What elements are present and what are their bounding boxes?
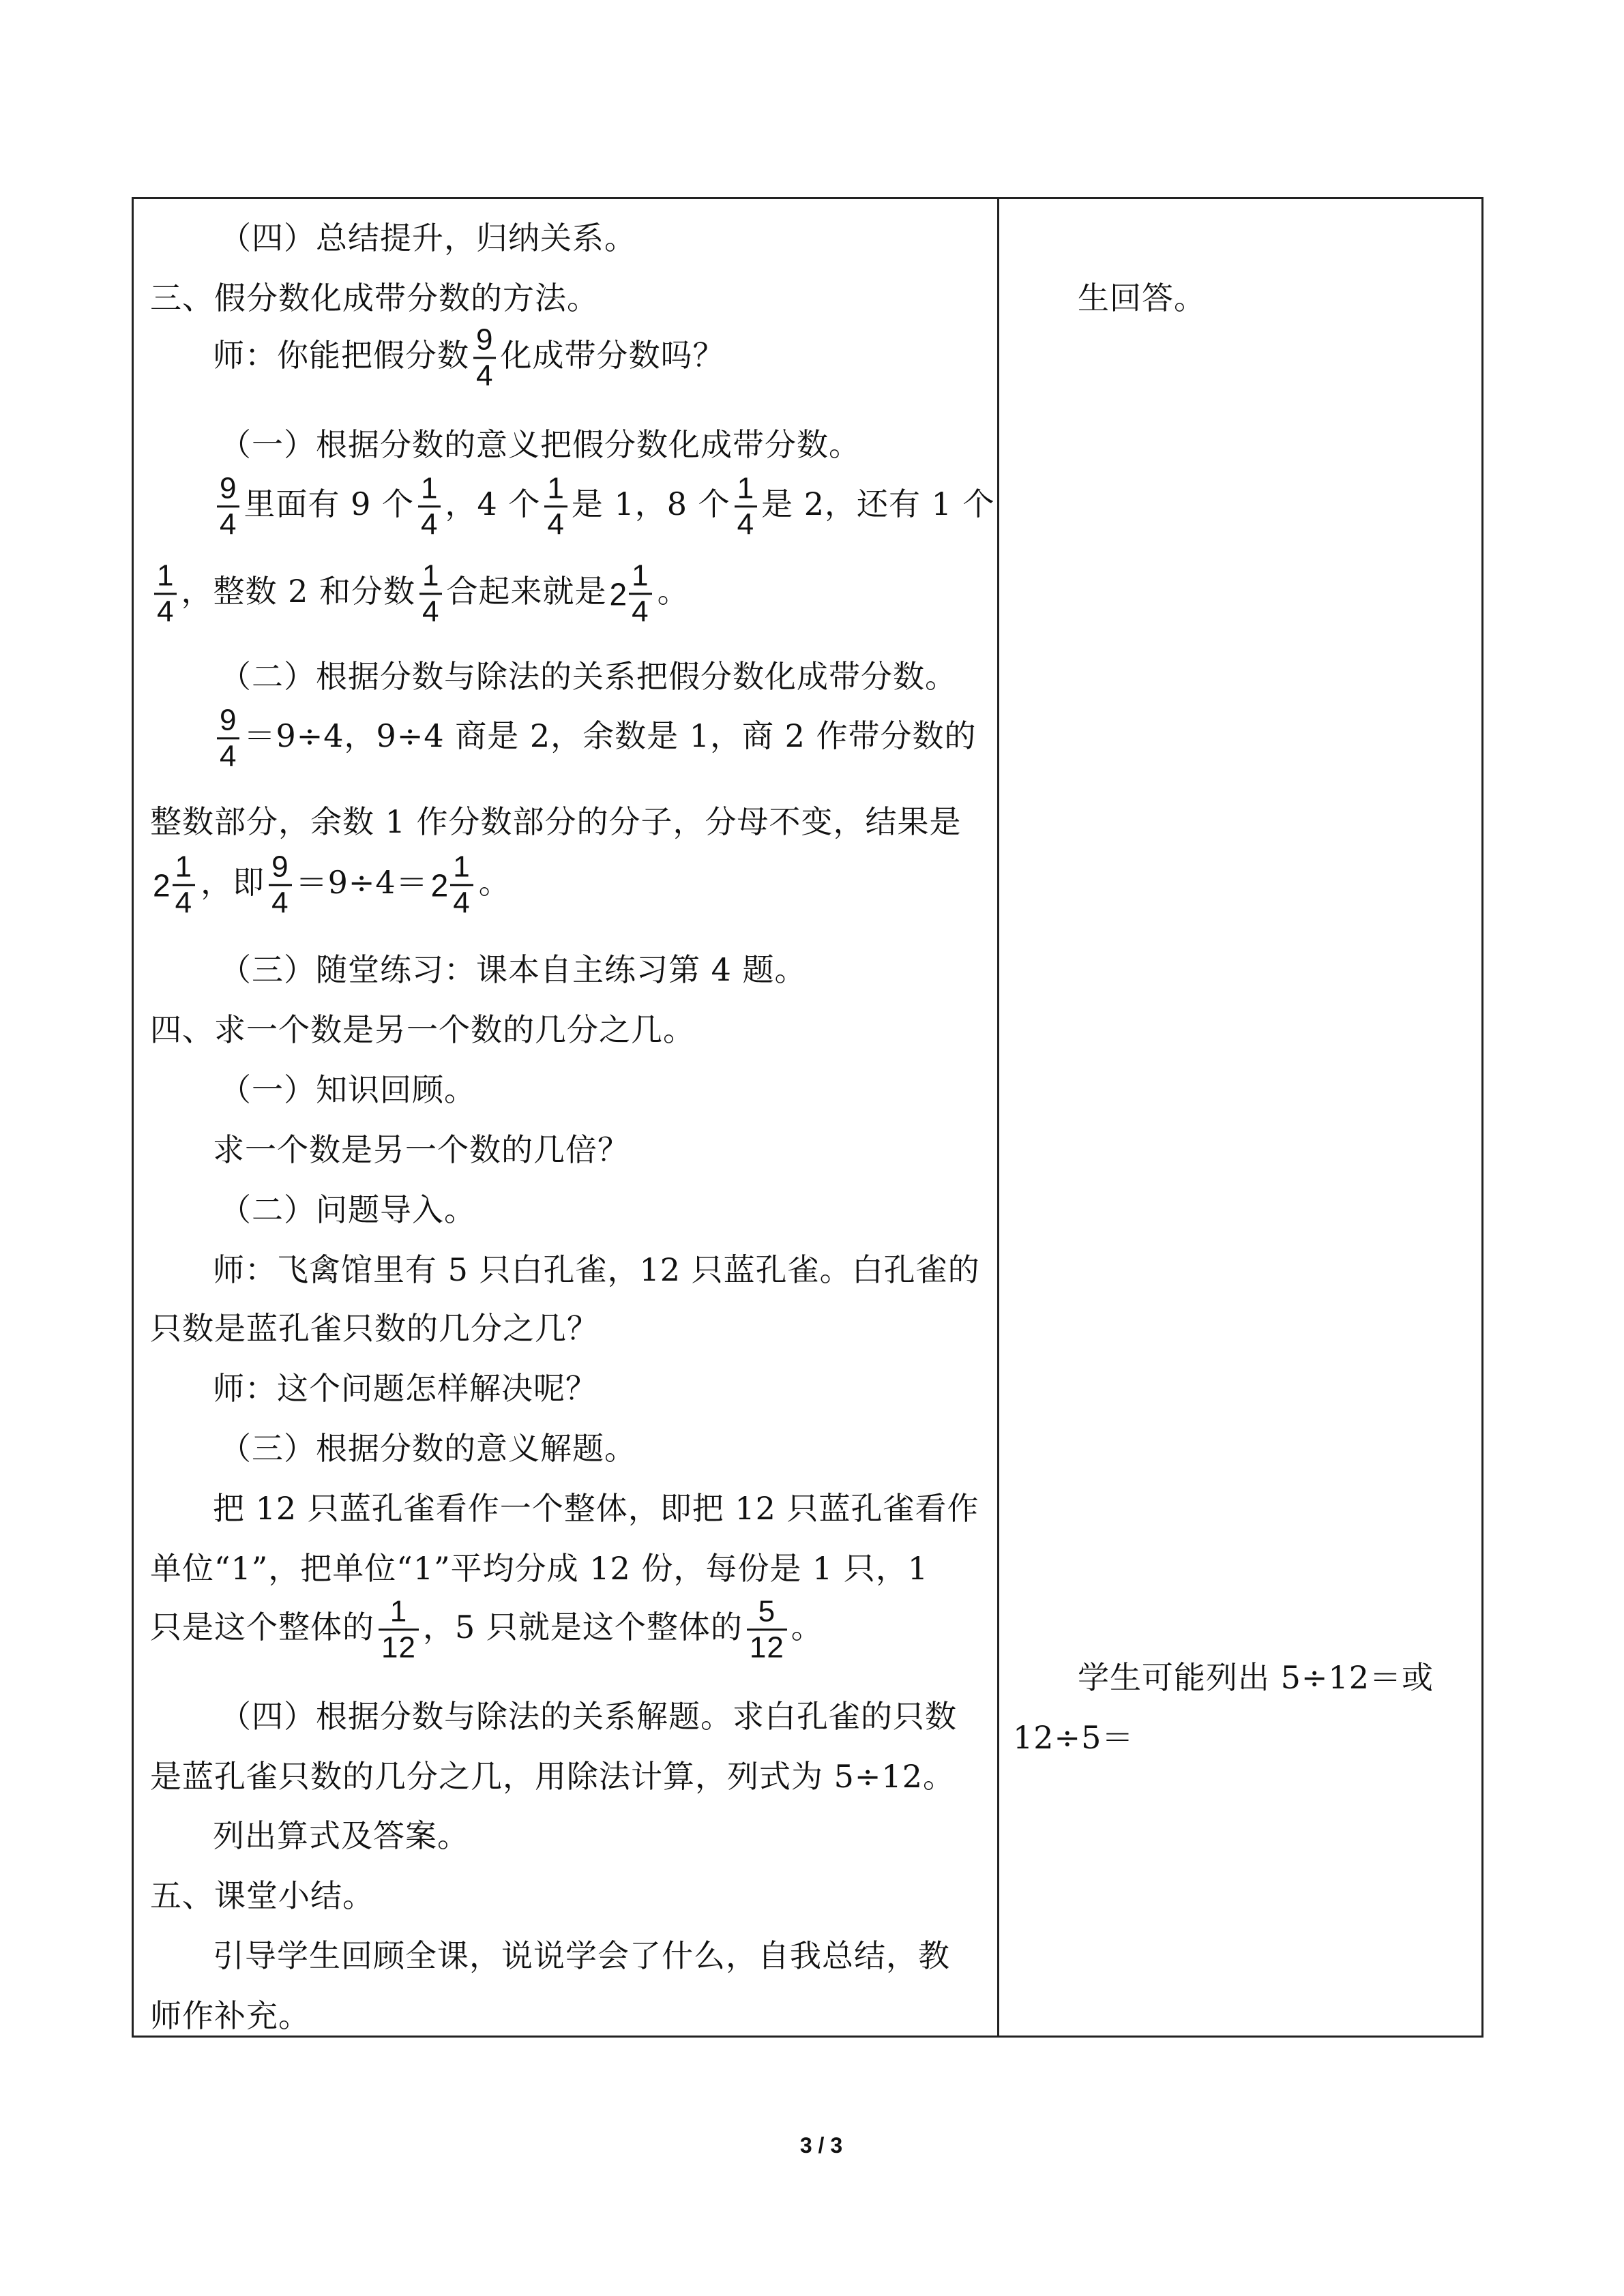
table-top-border [132, 197, 1483, 199]
text-line: $\frac{9}{4}$ ＝9÷4，9÷4 商是 2，余数是 1，商 2 作带分数的 [213, 704, 977, 772]
text-line: （三）随堂练习：课本自主练习第 4 题。 [220, 951, 807, 988]
fraction-9-4: $\frac{9}{4}$ [217, 704, 239, 772]
student-note: 学生可能列出 5÷12＝或 [1078, 1659, 1434, 1696]
text-line: 求一个数是另一个数的几倍？ [213, 1131, 630, 1168]
section-heading: 五、课堂小结。 [150, 1877, 374, 1914]
fraction-1-4: $\frac{1}{4}$ [154, 560, 177, 627]
text-line: 只是这个整体的 $\frac{1}{12}$ ，5 只就是这个整体的 $\frac{5}{12}$ 。 [150, 1594, 823, 1665]
page-number: 3 / 3 [799, 2133, 843, 2158]
text-line: 师作补充。 [150, 1997, 310, 2034]
fraction-1-4: $\frac{1}{4}$ [735, 473, 757, 540]
section-heading: 三、假分数化成带分数的方法。 [150, 280, 599, 316]
fraction-9-4: $\frac{9}{4}$ [217, 473, 239, 540]
fraction-1-4: $\frac{1}{4}$ [419, 560, 442, 627]
text-line: 师：飞禽馆里有 5 只白孔雀，12 只蓝孔雀。白孔雀的 [213, 1251, 980, 1288]
student-note: 12÷5＝ [1013, 1719, 1134, 1756]
mixed-number-2-1-4: 2 $\frac{1}{4}$ [153, 851, 198, 919]
text-line: 把 12 只蓝孔雀看作一个整体，即把 12 只蓝孔雀看作 [213, 1490, 979, 1527]
text-line: 师：你能把假分数 $\frac{9}{4}$ 化成带分数吗？ [213, 323, 725, 393]
text-line: $\frac{1}{4}$ ，整数 2 和分数 $\frac{1}{4}$ 合起来就是 2 $\frac{1}{4}$ 。 [150, 560, 690, 627]
text-line: （四）总结提升，归纳关系。 [220, 220, 636, 256]
table-left-border [132, 197, 134, 2038]
fraction-1-12: $\frac{1}{12}$ [379, 1596, 419, 1663]
text-line: （一）根据分数的意义把假分数化成带分数。 [220, 426, 861, 463]
mixed-number-2-1-4: 2 $\frac{1}{4}$ [609, 560, 654, 627]
fraction-1-4: $\frac{1}{4}$ [418, 473, 441, 540]
text-line: （二）根据分数与除法的关系把假分数化成带分数。 [220, 658, 957, 695]
text-line: 引导学生回顾全课，说说学会了什么，自我总结，教 [213, 1937, 950, 1974]
fraction-9-4: $\frac{9}{4}$ [269, 851, 291, 919]
text-line: 单位“1”，把单位“1”平均分成 12 份，每份是 1 只，1 [150, 1550, 929, 1587]
text-line: 师：这个问题怎样解决呢？ [213, 1370, 597, 1407]
text-line: $\frac{9}{4}$ 里面有 9 个 $\frac{1}{4}$ ，4 个 $\frac{1}{4}$ 是 1，8 个 $\frac{1}{4}$ 是 2，还有 1 个 [213, 473, 995, 540]
fraction-5-12: $\frac{5}{12}$ [747, 1596, 787, 1663]
fraction-1-4: $\frac{1}{4}$ [544, 473, 567, 540]
text-line: （二）问题导入。 [220, 1191, 476, 1228]
text-line: 只数是蓝孔雀只数的几分之几？ [150, 1310, 599, 1347]
text-line: 整数部分，余数 1 作分数部分的分子，分母不变，结果是 [150, 803, 962, 840]
section-heading: 四、求一个数是另一个数的几分之几。 [150, 1011, 695, 1048]
student-note: 生回答。 [1078, 280, 1206, 316]
text-line: （三）根据分数的意义解题。 [220, 1430, 636, 1467]
text-line: 是蓝孔雀只数的几分之几，用除法计算，列式为 5÷12。 [150, 1758, 955, 1795]
text-line: （一）知识回顾。 [220, 1071, 476, 1108]
text-line: 2 $\frac{1}{4}$ ，即 $\frac{9}{4}$ ＝9÷4＝ 2 $\frac{1}{4}$ 。 [153, 850, 511, 920]
text-line: 列出算式及答案。 [213, 1817, 469, 1854]
table-column-divider [997, 197, 999, 2038]
mixed-number-2-1-4: 2 $\frac{1}{4}$ [431, 851, 476, 919]
fraction-9-4: $\frac{9}{4}$ [473, 324, 496, 391]
table-right-border [1481, 197, 1483, 2038]
text-line: （四）根据分数与除法的关系解题。求白孔雀的只数 [220, 1698, 957, 1735]
table-bottom-border [132, 2036, 1483, 2038]
